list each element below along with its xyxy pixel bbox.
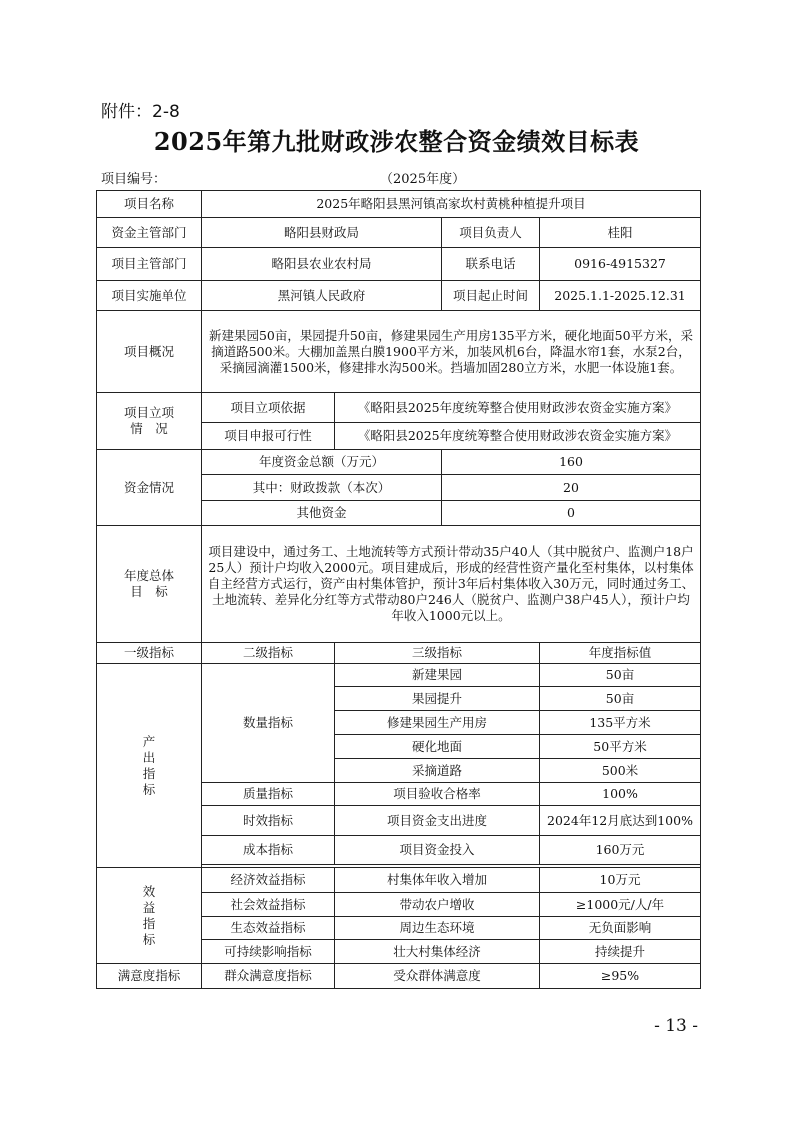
output-label-char: 指 [142,765,156,781]
benefit-level2: 社会效益指标 [202,893,335,917]
benefit-name: 带动农户增收 [335,893,540,917]
quantity-item-value: 50亩 [540,687,701,711]
attachment-label: 附件：2-8 [101,102,180,122]
benefit-label-char: 益 [142,899,156,915]
goal-label-line1: 年度总体 [123,568,174,583]
table-row [97,868,701,893]
benefit-name: 周边生态环境 [335,917,540,940]
benefit-label-char: 指 [142,915,156,931]
output-label [97,664,202,868]
benefit-name: 壮大村集体经济 [335,940,540,964]
timeliness-label: 时效指标 [202,806,335,836]
satisfaction-value: ≥95% [540,964,701,989]
name-value: 2025年略阳县黑河镇高家坎村黄桃种植提升项目 [202,191,701,218]
quantity-item-value: 50亩 [540,664,701,687]
output-label-char: 出 [142,749,156,765]
overview-value: 新建果园50亩，果园提升50亩，修建果园生产用房135平方米，硬化地面50平方米，采摘道路500米。大棚加盖黑白膜1900平方米，加装风机6台，降温水帘1套，水泵2台，采摘园滴灌1500米，修建排水沟500米。挡墙加固280立方米，水肥一体设施1套。 [202,311,701,393]
year-note: （2025年度） [380,172,466,187]
header-level2: 二级指标 [202,643,335,664]
quality-label: 质量指标 [202,783,335,806]
funds-total-value: 160 [442,450,701,475]
benefit-value: 持续提升 [540,940,701,964]
document-title: 2025年第九批财政涉农整合资金绩效目标表 [153,127,640,156]
page-number: - 13 - [654,1016,698,1036]
quality-name: 项目验收合格率 [335,783,540,806]
table-row [97,311,701,393]
cost-name: 项目资金投入 [335,836,540,865]
setup-basis-label: 项目立项依据 [202,393,335,423]
phone-value: 0916-4915327 [540,248,701,281]
setup-label-line2: 情 况 [130,421,168,436]
funds-label: 资金情况 [97,450,202,526]
benefit-value: ≥1000元/人/年 [540,893,701,917]
header-level3: 三级指标 [335,643,540,664]
cost-value: 160万元 [540,836,701,865]
table-row [97,450,701,475]
name-label: 项目名称 [97,191,202,218]
funds-fiscal-label: 其中：财政拨款（本次） [202,475,442,501]
quantity-item-value: 50平方米 [540,735,701,759]
funds-other-label: 其他资金 [202,501,442,526]
setup-label-line1: 项目立项 [123,405,174,420]
quantity-item-name: 采摘道路 [335,759,540,783]
benefit-value: 无负面影响 [540,917,701,940]
output-label-char: 产 [142,733,156,749]
satisfaction-level1: 满意度指标 [97,964,202,989]
phone-label: 联系电话 [442,248,540,281]
benefit-name: 村集体年收入增加 [335,868,540,893]
setup-feas-value: 《略阳县2025年度统筹整合使用财政涉农资金实施方案》 [335,423,701,450]
timeliness-name: 项目资金支出进度 [335,806,540,836]
benefit-level2: 经济效益指标 [202,868,335,893]
header-level1: 一级指标 [97,643,202,664]
table-row [97,191,701,218]
goal-label-line2: 目 标 [130,584,168,599]
period-value: 2025.1.1-2025.12.31 [540,281,701,311]
table-row [97,664,701,687]
benefit-value: 10万元 [540,868,701,893]
table-row [97,248,701,281]
quantity-item-name: 果园提升 [335,687,540,711]
overview-label: 项目概况 [97,311,202,393]
quantity-item-name: 新建果园 [335,664,540,687]
table-row [97,218,701,248]
quantity-item-name: 硬化地面 [335,735,540,759]
impl-label: 项目实施单位 [97,281,202,311]
cost-label: 成本指标 [202,836,335,865]
period-label: 项目起止时间 [442,281,540,311]
project-number-label: 项目编号： [101,172,167,187]
header-value: 年度指标值 [540,643,701,664]
proj-dept-value: 略阳县农业农村局 [202,248,442,281]
performance-goal-table [96,190,701,989]
funds-fiscal-value: 20 [442,475,701,501]
funds-total-label: 年度资金总额（万元） [202,450,442,475]
fund-dept-label: 资金主管部门 [97,218,202,248]
benefit-level2: 可持续影响指标 [202,940,335,964]
timeliness-value: 2024年12月底达到100% [540,806,701,836]
output-label-char: 标 [142,781,156,797]
indicator-header-row [97,643,701,664]
benefit-label [97,868,202,964]
table-row [97,964,701,989]
fund-dept-value: 略阳县财政局 [202,218,442,248]
table-row [97,393,701,423]
quality-value: 100% [540,783,701,806]
quantity-label: 数量指标 [202,664,335,783]
impl-value: 黑河镇人民政府 [202,281,442,311]
table-row [97,526,701,643]
proj-dept-label: 项目主管部门 [97,248,202,281]
setup-label [97,393,202,450]
funds-other-value: 0 [442,501,701,526]
leader-value: 桂阳 [540,218,701,248]
goal-value: 项目建设中，通过务工、土地流转等方式预计带动35户40人（其中脱贫户、监测户18户25人）预计户均收入2000元。项目建成后，形成的经营性资产量化至村集体，以村集体自主经营方式运行，资产由村集体管护，预计3年后村集体收入30万元，同时通过务工、土地流转、差异化分红等方式带动80户246人（脱贫户、监测户38户45人），预计户均年收入1000元以上。 [202,526,701,643]
satisfaction-level2: 群众满意度指标 [202,964,335,989]
benefit-level2: 生态效益指标 [202,917,335,940]
table-row [97,281,701,311]
benefit-label-char: 效 [142,883,156,899]
setup-feas-label: 项目申报可行性 [202,423,335,450]
quantity-item-value: 135平方米 [540,711,701,735]
satisfaction-name: 受众群体满意度 [335,964,540,989]
quantity-item-name: 修建果园生产用房 [335,711,540,735]
setup-basis-value: 《略阳县2025年度统筹整合使用财政涉农资金实施方案》 [335,393,701,423]
benefit-label-char: 标 [142,931,156,947]
quantity-item-value: 500米 [540,759,701,783]
leader-label: 项目负责人 [442,218,540,248]
goal-label [97,526,202,643]
